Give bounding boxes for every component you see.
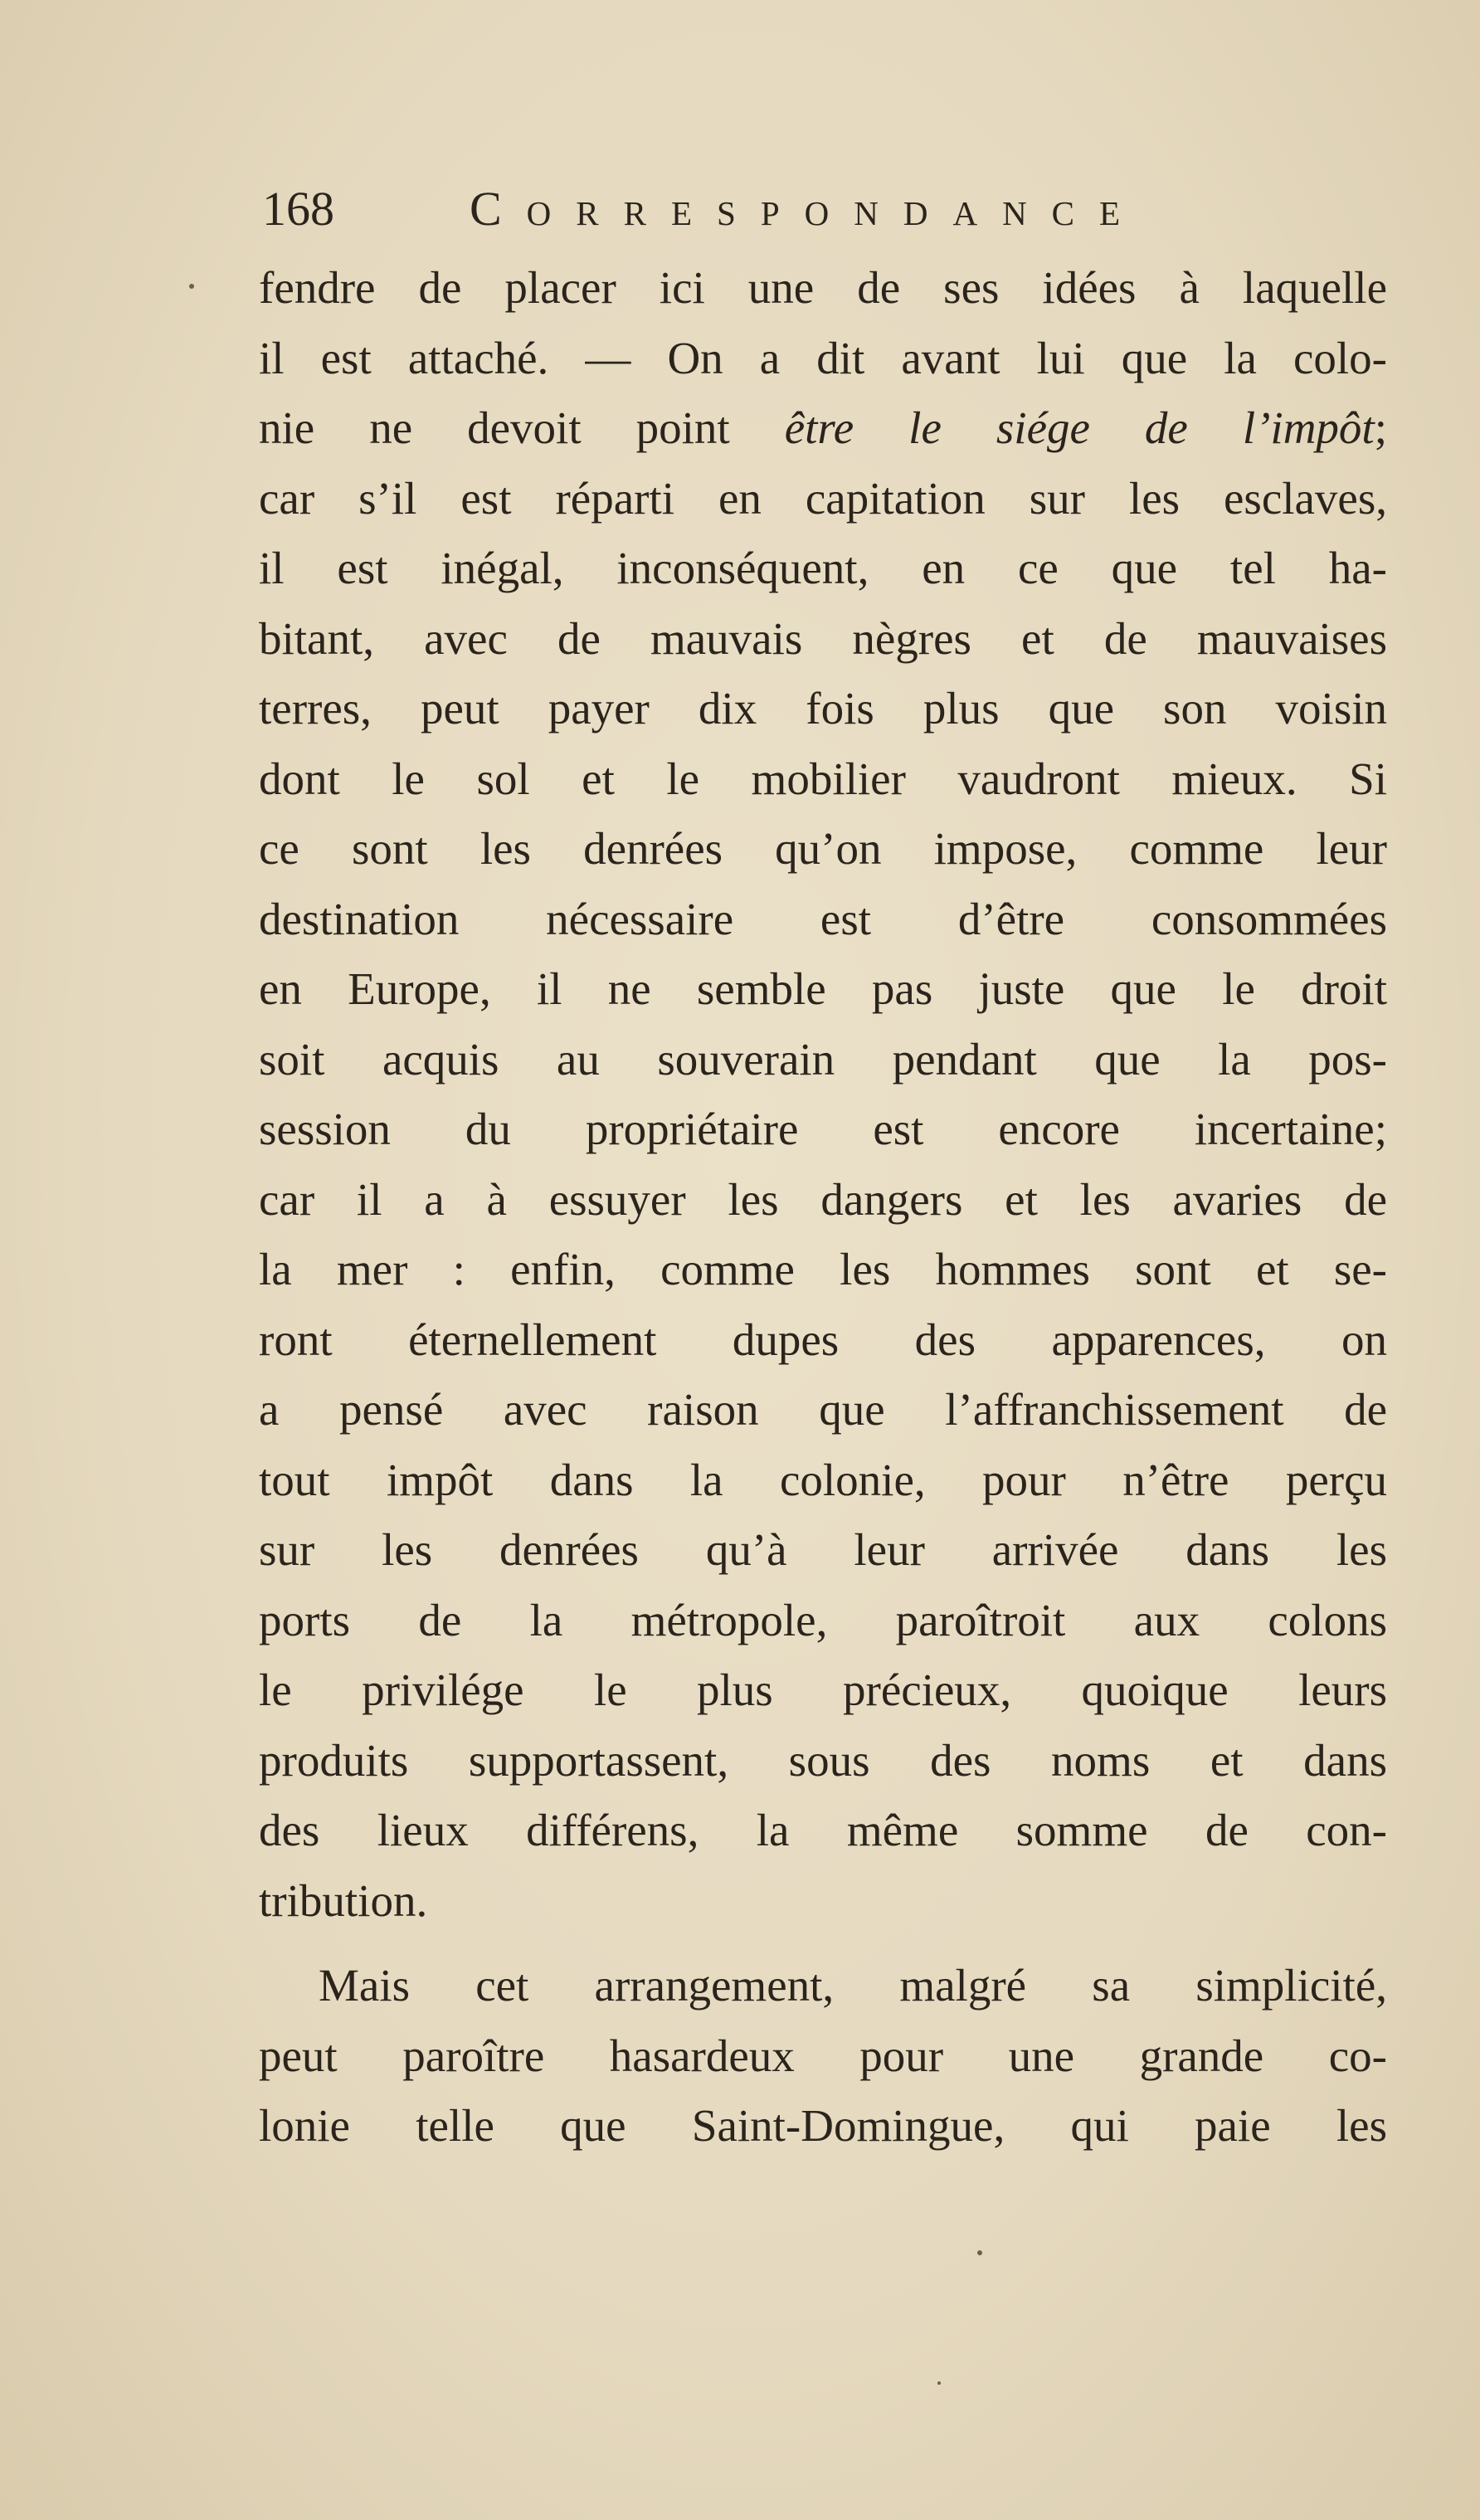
text-line: car il a à essuyer les dangers et les avaries de bbox=[259, 1173, 1387, 1225]
text-line: ports de la métropole, paroîtroit aux colons bbox=[259, 1594, 1387, 1645]
text-line: car s’il est réparti en capitation sur les esclaves, bbox=[259, 472, 1387, 524]
running-header bbox=[262, 176, 1399, 242]
text-line: produits supportassent, sous des noms et dans bbox=[259, 1734, 1387, 1786]
text-line: sur les denrées qu’à leur arrivée dans les bbox=[259, 1524, 1387, 1575]
text-line: fendre de placer ici une de ses idées à laquelle bbox=[259, 262, 1387, 313]
italic-phrase: être le siége de l’impôt bbox=[784, 402, 1375, 453]
text-line: dont le sol et le mobilier vaudront mieux. Si bbox=[259, 753, 1387, 804]
text-line: ront éternellement dupes des apparences, on bbox=[259, 1314, 1387, 1365]
text-line: des lieux différens, la même somme de con- bbox=[259, 1805, 1387, 1855]
paragraph bbox=[259, 253, 1387, 1936]
text-line: tribution. bbox=[259, 1874, 428, 1926]
page-body bbox=[259, 253, 1387, 2162]
page-number: 168 bbox=[262, 182, 334, 236]
text-line: en Europe, il ne semble pas juste que le droit bbox=[259, 963, 1387, 1014]
text-line-with-italic bbox=[259, 393, 1387, 464]
paper-speck bbox=[977, 2250, 982, 2255]
text-line: lonie telle que Saint-Domingue, qui paie les bbox=[259, 2100, 1387, 2151]
paragraph-gap bbox=[259, 1936, 1387, 1951]
text-line: peut paroître hasardeux pour une grande co- bbox=[259, 2030, 1387, 2081]
text-line: il est attaché. — On a dit avant lui que la colo- bbox=[259, 332, 1387, 383]
paragraph bbox=[259, 1951, 1387, 2162]
text-run: ; bbox=[1374, 402, 1387, 453]
text-line: ce sont les denrées qu’on impose, comme leur bbox=[259, 823, 1387, 874]
text-line: bitant, avec de mauvais nègres et de mauvaises bbox=[259, 612, 1387, 664]
text-line: le privilége le plus précieux, quoique leurs bbox=[259, 1665, 1387, 1715]
text-line: a pensé avec raison que l’affranchissement de bbox=[259, 1384, 1387, 1435]
text-line: session du propriétaire est encore incertaine; bbox=[259, 1104, 1387, 1154]
text-line: il est inégal, inconséquent, en ce que tel ha- bbox=[259, 543, 1387, 593]
text-line: soit acquis au souverain pendant que la pos- bbox=[259, 1033, 1387, 1085]
text-line: terres, peut payer dix fois plus que son voisin bbox=[259, 683, 1387, 734]
running-title: Correspondance bbox=[470, 182, 1146, 236]
text-line: Mais cet arrangement, malgré sa simplicité, bbox=[319, 1960, 1387, 2011]
text-run: nie ne devoit point bbox=[259, 402, 730, 453]
text-line: tout impôt dans la colonie, pour n’être perçu bbox=[259, 1454, 1387, 1505]
text-line: la mer : enfin, comme les hommes sont et se- bbox=[259, 1244, 1387, 1294]
paper-speck bbox=[189, 284, 194, 289]
text-line: destination nécessaire est d’être consommées bbox=[259, 893, 1387, 944]
paper-speck bbox=[937, 2381, 941, 2385]
